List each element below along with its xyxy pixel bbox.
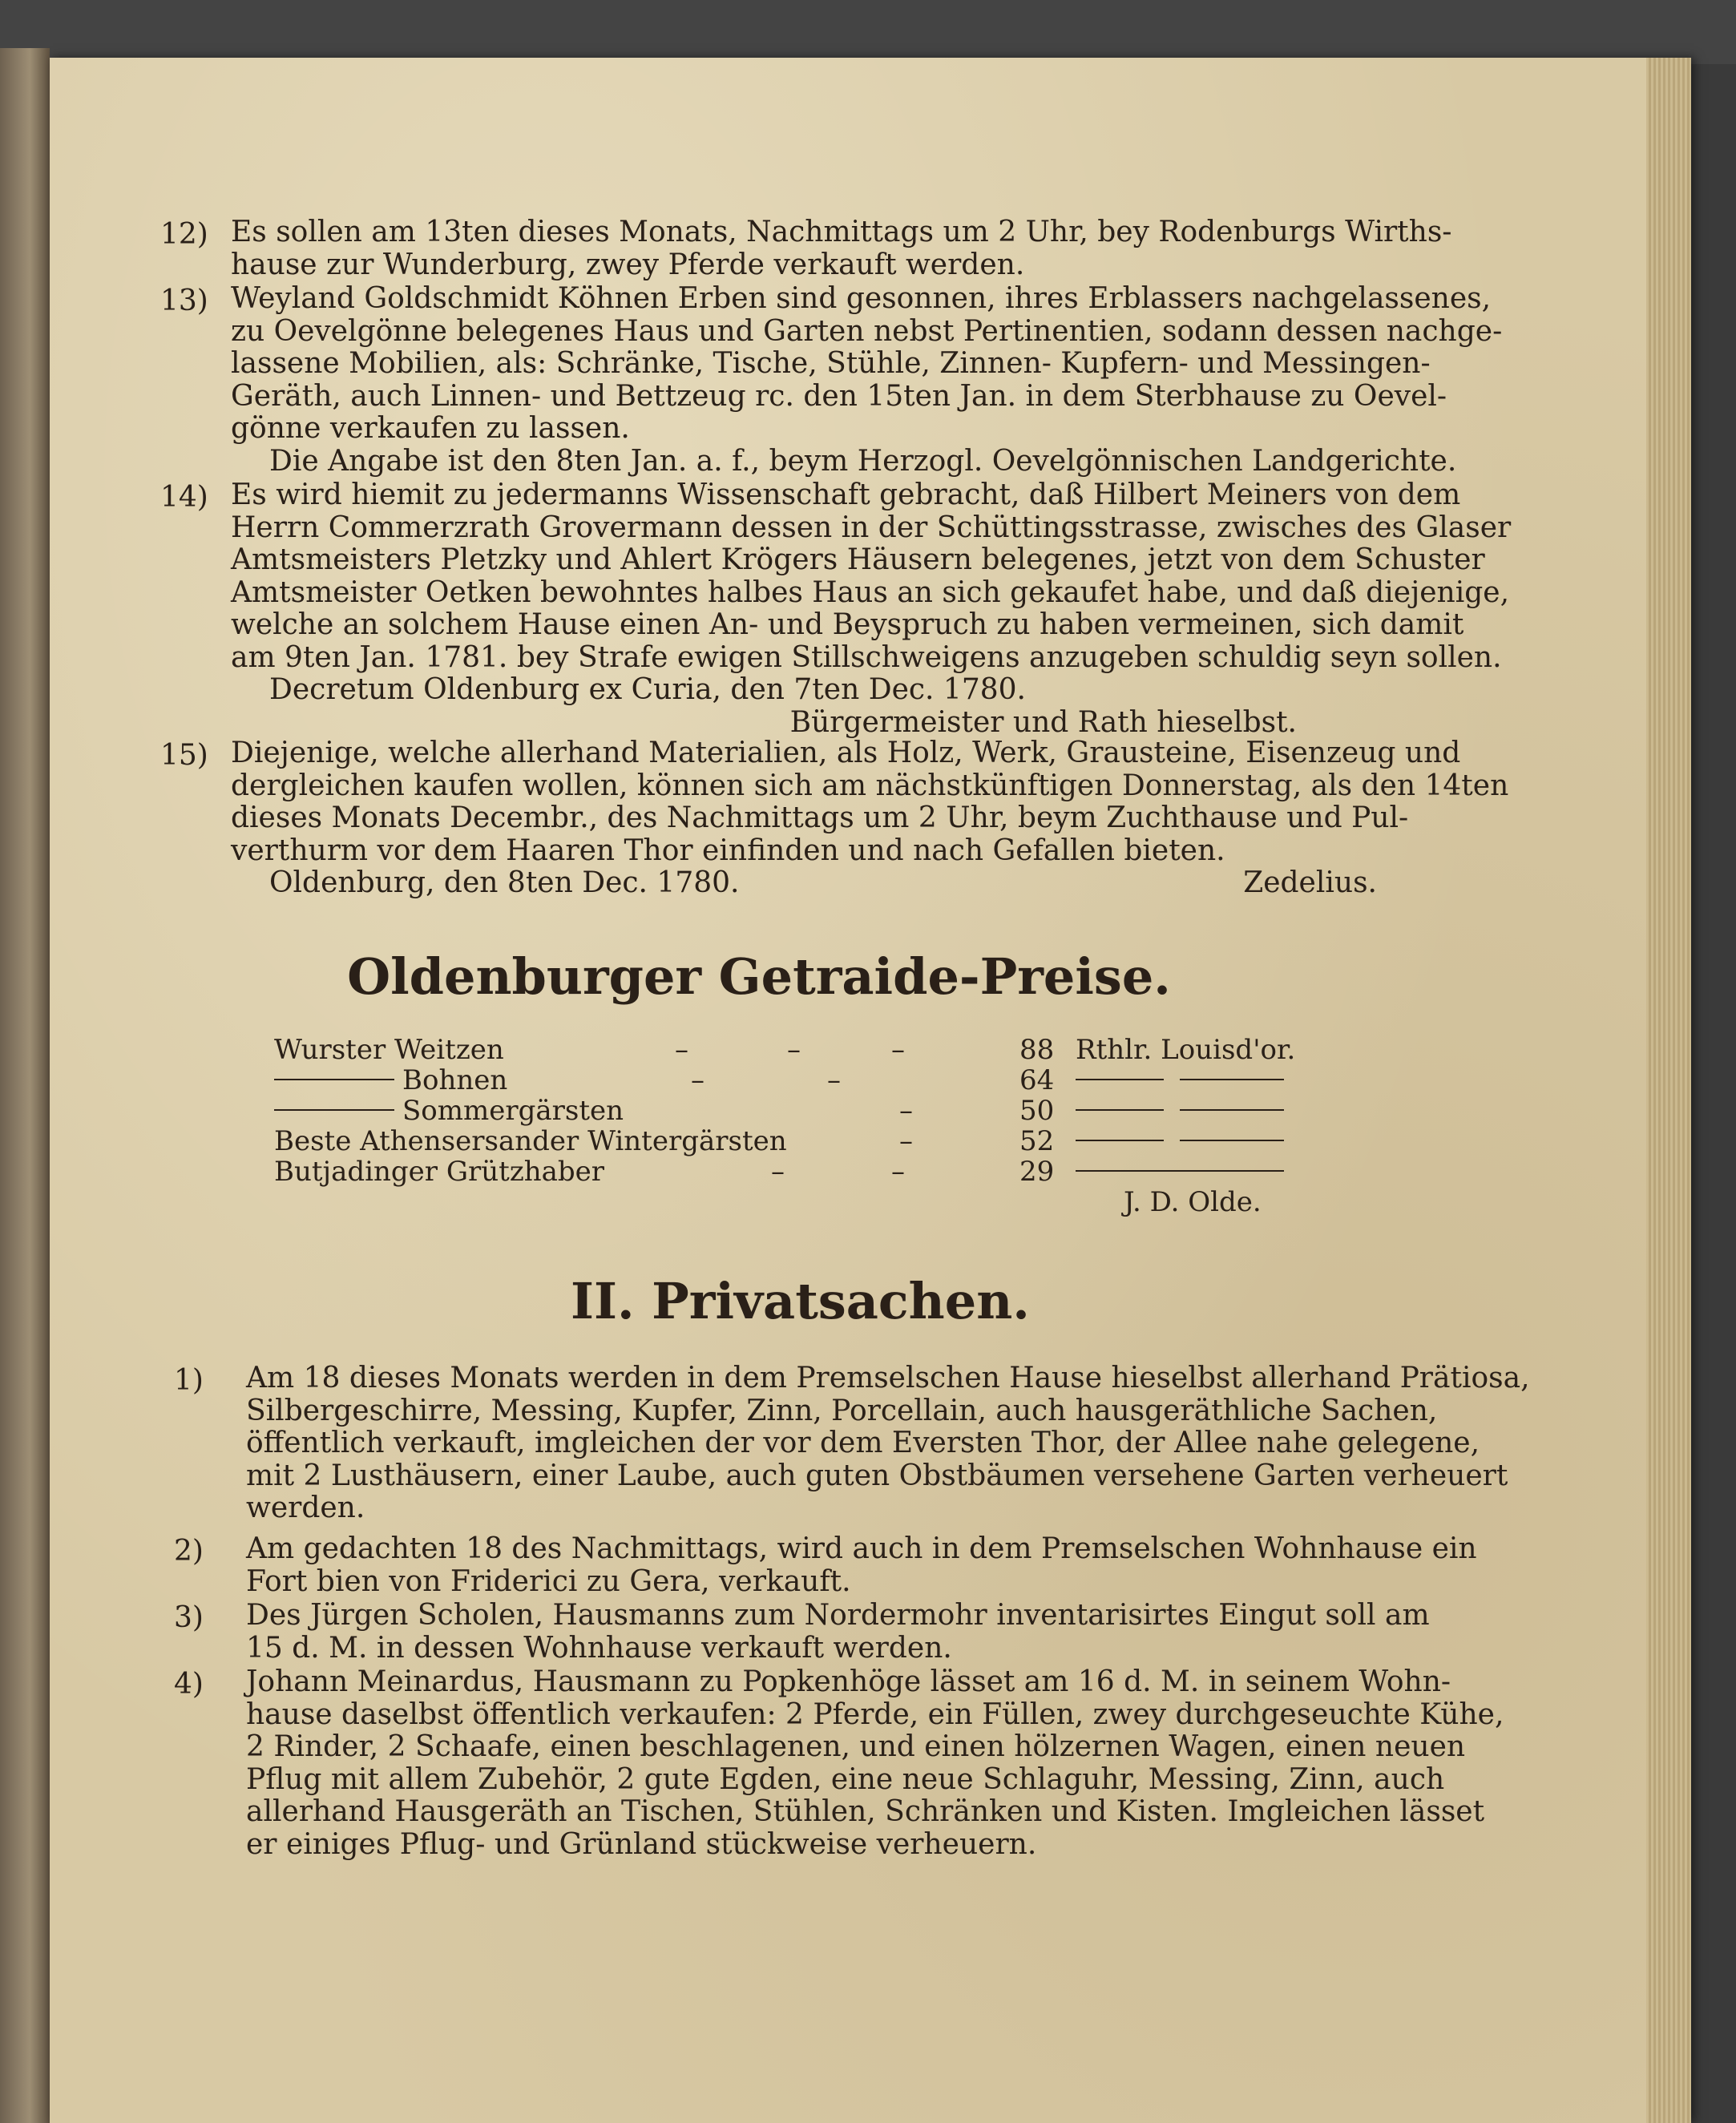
private-entry-4 xyxy=(246,1665,1504,1861)
price-row xyxy=(274,1125,1316,1156)
entry-signature: Zedelius. xyxy=(1243,866,1377,899)
dash: – xyxy=(899,1125,913,1157)
price-unit: Rthlr. Louisd'or. xyxy=(1076,1034,1296,1066)
text-line: verthurm vor dem Haaren Thor einfinden und nach Gefallen bieten. xyxy=(231,833,1225,867)
dash: – xyxy=(771,1156,785,1188)
text-line: Silbergeschirre, Messing, Kupfer, Zinn, Porcellain, auch hausgeräthliche Sachen, xyxy=(246,1394,1438,1427)
price-item: Beste Athensersander Wintergärsten xyxy=(274,1125,787,1157)
text-line: hause daselbst öffentlich verkaufen: 2 Pferde, ein Füllen, zwey durchgeseuchte Kühe, xyxy=(246,1697,1504,1731)
entry-number: 2) xyxy=(174,1535,204,1568)
dash: – xyxy=(675,1034,688,1066)
dash: – xyxy=(787,1034,801,1066)
document-page xyxy=(50,58,1691,2123)
text-line: mit 2 Lusthäusern, einer Laube, auch guten Obstbäumen versehene Garten verheuert xyxy=(246,1459,1508,1492)
text-line: Herrn Commerzrath Grovermann dessen in der Schüttingsstrasse, zwisches des Glaser xyxy=(231,511,1512,544)
price-row xyxy=(274,1156,1316,1186)
entry-number: 3) xyxy=(174,1601,204,1634)
text-line: welche an solchem Hause einen An- und Beyspruch zu haben vermeinen, sich damit xyxy=(231,608,1464,641)
price-row xyxy=(274,1034,1316,1064)
text-line: dieses Monats Decembr., des Nachmittags um 2 Uhr, beym Zuchthause und Pul- xyxy=(231,801,1409,834)
text-line: Amtsmeisters Pletzky und Ahlert Krögers Häusern belegenes, jetzt von dem Schuster xyxy=(231,543,1485,576)
text-line: Pflug mit allem Zubehör, 2 gute Egden, eine neue Schlaguhr, Messing, Zinn, auch xyxy=(246,1762,1445,1796)
entry-13 xyxy=(231,282,1503,478)
text-line: Es wird hiemit zu jedermanns Wissenschaft gebracht, daß Hilbert Meiners von dem xyxy=(231,478,1461,511)
text-line: Weyland Goldschmidt Köhnen Erben sind gesonnen, ihres Erblassers nachgelassenes, xyxy=(231,282,1492,315)
price-item: Bohnen xyxy=(402,1064,508,1096)
text-line: Johann Meinardus, Hausmann zu Popkenhöge lässet am 16 d. M. in seinem Wohn- xyxy=(246,1665,1451,1698)
text-line: Fort bien von Friderici zu Gera, verkauft. xyxy=(246,1564,851,1598)
dash: – xyxy=(691,1064,704,1096)
text-line: Am gedachten 18 des Nachmittags, wird auch in dem Premselschen Wohnhause ein xyxy=(246,1532,1477,1565)
price-item: Sommergärsten xyxy=(402,1095,624,1127)
text-line: hause zur Wunderburg, zwey Pferde verkauft werden. xyxy=(231,248,1025,281)
text-line: zu Oevelgönne belegenes Haus und Garten nebst Pertinentien, sodann dessen nachge- xyxy=(231,314,1503,348)
previous-page-edge xyxy=(0,48,50,2123)
price-row xyxy=(274,1064,1316,1095)
entry-note: Die Angabe ist den 8ten Jan. a. f., beym Herzogl. Oevelgönnischen Landgerichte. xyxy=(269,444,1457,478)
entry-note: Decretum Oldenburg ex Curia, den 7ten Dec. 1780. xyxy=(269,673,1026,706)
text-line: 2 Rinder, 2 Schaafe, einen beschlagenen, und einen hölzernen Wagen, einen neuen xyxy=(246,1730,1466,1763)
place-date: Oldenburg, den 8ten Dec. 1780. xyxy=(269,866,740,899)
dash: – xyxy=(891,1156,905,1188)
private-entry-1 xyxy=(246,1362,1530,1525)
private-entry-3 xyxy=(246,1599,1430,1665)
entry-number: 15) xyxy=(160,739,208,772)
price-value: 88 xyxy=(1019,1034,1055,1066)
entry-number: 14) xyxy=(160,481,208,514)
price-value: 64 xyxy=(1019,1064,1055,1096)
entry-signature: Bürgermeister und Rath hieselbst. xyxy=(789,705,1297,739)
text-line: Des Jürgen Scholen, Hausmanns zum Nordermohr inventarisirtes Eingut soll am xyxy=(246,1599,1430,1632)
text-line: Es sollen am 13ten dieses Monats, Nachmittags um 2 Uhr, bey Rodenburgs Wirths- xyxy=(231,216,1452,248)
text-line: Am 18 dieses Monats werden in dem Premselschen Hause hieselbst allerhand Prätiosa, xyxy=(246,1362,1530,1394)
price-value: 52 xyxy=(1019,1125,1055,1157)
text-line: Diejenige, welche allerhand Materialien, als Holz, Werk, Grausteine, Eisenzeug und xyxy=(231,737,1461,769)
entry-number: 12) xyxy=(160,218,208,251)
price-item: Butjadinger Grützhaber xyxy=(274,1156,605,1188)
scanner-background xyxy=(0,0,1736,64)
price-value: 50 xyxy=(1019,1095,1055,1127)
entry-15 xyxy=(231,737,1509,902)
price-row xyxy=(274,1095,1316,1125)
price-value: 29 xyxy=(1019,1156,1055,1188)
dash: – xyxy=(827,1064,841,1096)
text-line: Amtsmeister Oetken bewohntes halbes Haus an sich gekaufet habe, und daß diejenige, xyxy=(231,575,1510,609)
section-heading: II. Privatsachen. xyxy=(571,1272,1030,1330)
text-line: öffentlich verkauft, imgleichen der vor dem Eversten Thor, der Allee nahe gelegene, xyxy=(246,1427,1480,1459)
text-line: allerhand Hausgeräth an Tischen, Stühlen, Schränken und Kisten. Imgleichen lässet xyxy=(246,1795,1485,1828)
prices-signature: J. D. Olde. xyxy=(1124,1186,1262,1218)
text-line: lassene Mobilien, als: Schränke, Tische, Stühle, Zinnen- Kupfern- und Messingen- xyxy=(231,347,1431,380)
text-line: dergleichen kaufen wollen, können sich am nächstkünftigen Donnerstag, als den 14ten xyxy=(231,769,1509,802)
text-line: 15 d. M. in dessen Wohnhause verkauft werden. xyxy=(246,1631,952,1665)
page-fore-edge xyxy=(1646,58,1691,2123)
dash: – xyxy=(899,1095,913,1127)
entry-footer xyxy=(231,867,1393,902)
private-entry-2 xyxy=(246,1532,1477,1598)
dash: – xyxy=(891,1034,905,1066)
entry-number: 13) xyxy=(160,285,208,317)
price-item: Wurster Weitzen xyxy=(274,1034,504,1066)
text-line: er einiges Pflug- und Grünland stückweise verheuern. xyxy=(246,1827,1037,1861)
entry-12 xyxy=(231,216,1452,281)
text-line: werden. xyxy=(246,1491,365,1524)
prices-heading: Oldenburger Getraide-Preise. xyxy=(347,947,1171,1006)
entry-number: 1) xyxy=(174,1364,204,1397)
entry-number: 4) xyxy=(174,1668,204,1701)
text-line: Geräth, auch Linnen- und Bettzeug rc. den 15ten Jan. in dem Sterbhause zu Oevel- xyxy=(231,379,1447,413)
entry-14 xyxy=(231,478,1512,739)
prices-table xyxy=(274,1034,1316,1220)
text-line: am 9ten Jan. 1781. bey Strafe ewigen Stillschweigens anzugeben schuldig seyn sollen. xyxy=(231,640,1502,674)
text-line: gönne verkaufen zu lassen. xyxy=(231,412,630,445)
price-signature-row xyxy=(274,1186,1316,1220)
